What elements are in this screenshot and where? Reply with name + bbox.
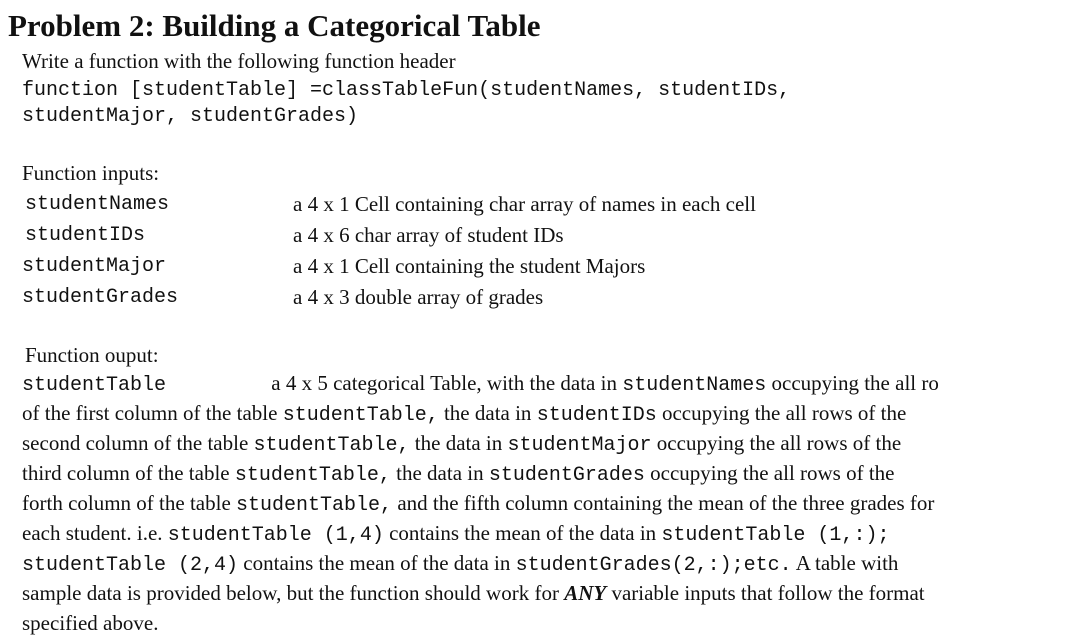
output-line-9 — [22, 608, 1078, 636]
output-name: studentTable — [22, 374, 167, 397]
input-description: a 4 x 6 char array of student IDs — [293, 223, 564, 247]
output-line-3 — [22, 428, 1078, 458]
text: the data in — [396, 461, 484, 485]
text: contains the mean of the data in — [243, 551, 511, 575]
code: studentTable (1,4) — [167, 524, 384, 547]
text: occupying the all ro — [771, 371, 939, 395]
output-line-4 — [22, 458, 1078, 488]
text: third column of the table — [22, 461, 230, 485]
text: forth column of the table — [22, 491, 231, 515]
text: a 4 x 5 categorical Table, with the data in — [271, 371, 617, 395]
inputs-heading: Function inputs: — [22, 161, 160, 185]
text: specified above. — [22, 611, 159, 635]
output-line-7 — [22, 548, 1078, 578]
input-description: a 4 x 1 Cell containing the student Majors — [293, 254, 646, 278]
text: and the fifth column containing the mean of the three grades for — [397, 491, 935, 515]
code: studentTable, — [253, 434, 410, 457]
code: studentTable, — [236, 494, 393, 517]
input-description: a 4 x 3 double array of grades — [293, 285, 544, 309]
text: sample data is provided below, but the function should work for — [22, 581, 559, 605]
output-line-2 — [22, 398, 1078, 428]
text: contains the mean of the data in — [389, 521, 657, 545]
output-line-5 — [22, 488, 1078, 518]
input-name: studentNames — [25, 193, 170, 216]
function-header-line-1: function [studentTable] =classTableFun(studentNames, studentIDs, — [22, 79, 791, 102]
input-name: studentIDs — [25, 224, 146, 247]
code: studentTable, — [282, 404, 439, 427]
code: studentTable (1,:); — [661, 524, 890, 547]
code: studentGrades — [488, 464, 645, 487]
code: studentTable (2,4) — [22, 554, 239, 577]
problem-title: Problem 2: Building a Categorical Table — [8, 8, 541, 43]
output-line-1 — [22, 368, 1078, 398]
input-name: studentGrades — [22, 286, 179, 309]
input-row-student-major — [0, 251, 1080, 282]
code: studentGrades(2,:);etc. — [515, 554, 792, 577]
text: variable inputs that follow the format — [611, 581, 925, 605]
text: each student. i.e. — [22, 521, 163, 545]
code: studentNames — [622, 374, 767, 397]
output-line-6 — [22, 518, 1078, 548]
code: studentMajor — [507, 434, 652, 457]
text: A table with — [795, 551, 899, 575]
code: studentIDs — [536, 404, 657, 427]
function-header-line-2: studentMajor, studentGrades) — [22, 105, 359, 128]
code: studentTable, — [234, 464, 391, 487]
output-line-8 — [22, 578, 1078, 608]
input-name: studentMajor — [22, 255, 167, 278]
input-row-student-grades — [0, 282, 1080, 313]
text: the data in — [443, 401, 532, 425]
input-description: a 4 x 1 Cell containing char array of names in each cell — [293, 192, 756, 216]
text: second column of the table — [22, 431, 249, 455]
text: occupying the all rows of the — [650, 461, 895, 485]
input-row-student-ids — [0, 220, 1080, 251]
text: occupying the all rows of the — [661, 401, 907, 425]
emphasis-any: ANY — [564, 581, 607, 605]
text: the data in — [414, 431, 503, 455]
text: of the first column of the table — [22, 401, 278, 425]
intro-text: Write a function with the following function header — [22, 49, 456, 73]
output-heading: Function ouput: — [25, 343, 159, 367]
input-row-student-names — [0, 189, 1080, 220]
text: occupying the all rows of the — [656, 431, 902, 455]
output-description — [22, 368, 1078, 636]
